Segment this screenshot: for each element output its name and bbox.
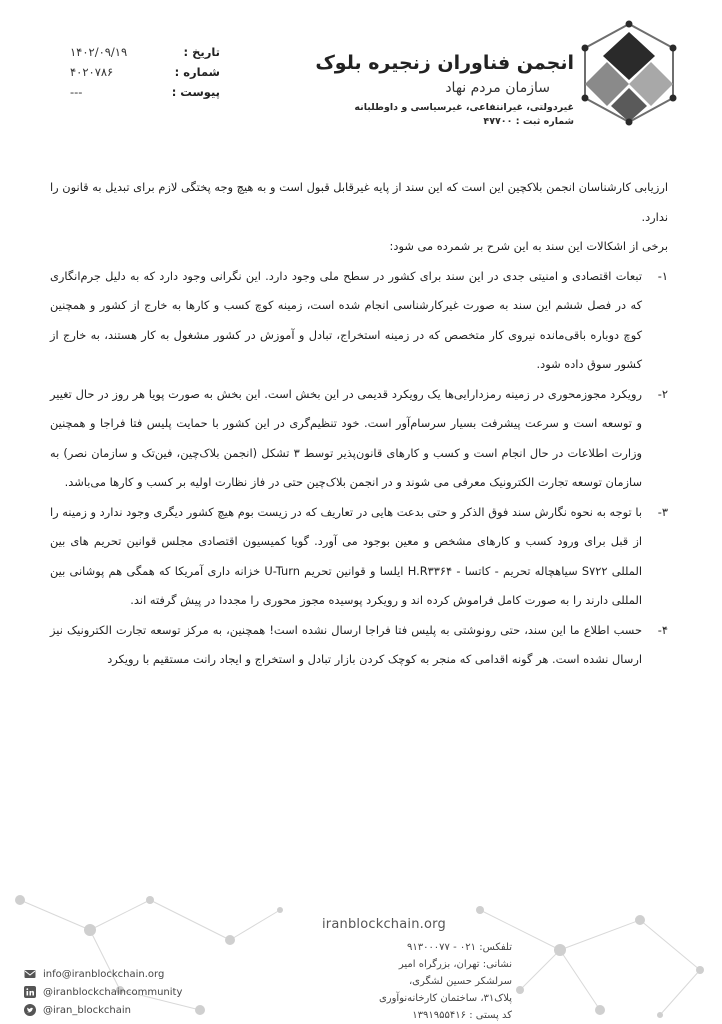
- footer-social-links: [24, 965, 182, 1019]
- letter-body: [50, 173, 668, 675]
- organization-name: انجمن فناوران زنجیره بلوک: [315, 52, 574, 74]
- list-item-text: حسب اطلاع ما این سند، حتی رونوشتی به پلیس فتا فراجا ارسال نشده است! همچنین، به مرکز توسعه تجارت الکترونیک نیز ارسال نشده است. هر گونه اقدامی که منجر به کوچک کردن بازار تبادل و استخراج و ایجاد رانت مستقیم با رویکرد: [50, 622, 642, 666]
- twitter-link[interactable]: [24, 1001, 182, 1019]
- list-item-text: با توجه به نحوه نگارش سند فوق الذکر و حتی بدعت هایی در تعاریف که در زیست بوم هیچ کشور دیگری وجود ندارد و زمینه را از قبل برای ورود کسب و کارهای مشخص و معین بوجود می آورد. گویا کمیسیون اقتصادی مجلس قوانین تحریم های بین المللی S۷۲۲ سیاهچاله تحریم - کاتسا - H.R۳۳۶۴ ایلسا و قوانین تحریم U-Turn خزانه داری آمریکا که همگی هم پوشانی بین المللی دارند را به صورت کامل فراموش کرده اند و رویکرد پوسیده مجوز محوری را مجددا در پیش گرفته اند.: [50, 504, 642, 607]
- blockchain-logo-icon: [577, 18, 682, 128]
- twitter-text: @iran_blockchain: [43, 1004, 131, 1016]
- date-value: ۱۴۰۲/۰۹/۱۹: [70, 45, 128, 59]
- footer-address-line: سرلشکر حسین لشگری،: [408, 976, 512, 987]
- date-row: [70, 42, 220, 62]
- list-item: [50, 262, 668, 380]
- attachment-label: پیوست :: [171, 85, 220, 99]
- date-label: تاریخ :: [183, 45, 220, 59]
- letterhead: [302, 18, 682, 128]
- list-item-number: ۲-: [657, 386, 668, 401]
- footer-contact-info: [322, 939, 512, 1024]
- email-icon: [24, 968, 36, 980]
- list-item: [50, 616, 668, 675]
- number-label: شماره :: [174, 65, 220, 79]
- organization-subtitle: سازمان مردم نهاد: [445, 80, 550, 96]
- registration-number: شماره ثبت : ۴۷۷۰۰: [483, 116, 574, 127]
- footer-phone: تلفکس: ۰۲۱ - ۹۱۳۰۰۰۷۷: [406, 942, 512, 953]
- linkedin-icon: [24, 986, 36, 998]
- organization-tags: غیردولتی، غیرانتفاعی، غیرسیاسی و داوطلبانه: [354, 102, 574, 113]
- attachment-value: ---: [70, 85, 83, 99]
- list-item: [50, 380, 668, 498]
- intro-line: برخی از اشکالات این سند به این شرح بر شمرده می شود:: [389, 239, 668, 253]
- letter-meta: [70, 42, 220, 102]
- linkedin-text: @iranblockchaincommunity: [43, 986, 183, 998]
- footer-website[interactable]: iranblockchain.org: [322, 917, 446, 932]
- twitter-icon: [24, 1004, 36, 1016]
- footer-address-line: نشانی: تهران، بزرگراه امیر: [398, 959, 512, 970]
- footer-address-line: پلاک۳۱، ساختمان کارخانه‌نوآوری: [378, 993, 512, 1004]
- list-item: [50, 498, 668, 616]
- list-item-text: تبعات اقتصادی و امنیتی جدی در این سند برای کشور در سطح ملی وجود دارد. این نگرانی وجود دارد که به دلیل جرم‌انگاری که در فصل ششم این سند به صورت غیرکارشناسی انجام شده است، زمینه کوچ کسب و کارها به خارج از کشور و همچنین کوچ دوباره باقی‌مانده نیروی کار متخصص که در زمینه استخراج، تبادل و آموزش در کشور مشغول به کار هستند، به خارج از کشور سوق داده شود.: [50, 268, 642, 371]
- footer-postal-code: کد پستی : ۱۳۹۱۹۵۵۴۱۶: [412, 1010, 512, 1021]
- number-row: [70, 62, 220, 82]
- email-link[interactable]: [24, 965, 182, 983]
- list-item-number: ۳-: [657, 504, 668, 519]
- email-text: info@iranblockchain.org: [43, 968, 165, 980]
- attachment-row: [70, 82, 220, 102]
- list-item-number: ۴-: [657, 622, 668, 637]
- list-item-number: ۱-: [657, 268, 668, 283]
- list-item-text: رویکرد مجوزمحوری در زمینه رمزدارایی‌ها یک رویکرد قدیمی در این بخش است. این بخش به صورت پویا هر روز در حال تغییر و توسعه است و سرعت پیشرفت بسیار سرسام‌آور است. خود تنظیم‌گری در این کشور با حمایت پلیس فتا فراجا و همچنین وزارت اطلاعات در حال انجام است و کسب و کارهای قانون‌پذیر توسط ۳ تشکل (انجمن بلاک‌چین، فین‌تک و سازمان نصر) به سازمان توسعه تجارت الکترونیک معرفی می شوند و در انجمن بلاک‌چین حتی در فاز نظارت اولیه بر کسب و کارها می‌باشد.: [50, 386, 643, 489]
- number-value: ۴۰۲۰۷۸۶: [70, 65, 114, 79]
- opening-paragraph: ارزیابی کارشناسان انجمن بلاکچین این است که این سند از پایه غیرقابل قبول است و به هیچ وجه پختگی لازم برای تبدیل به قانون را ندارد.: [50, 180, 668, 224]
- linkedin-link[interactable]: [24, 983, 182, 1001]
